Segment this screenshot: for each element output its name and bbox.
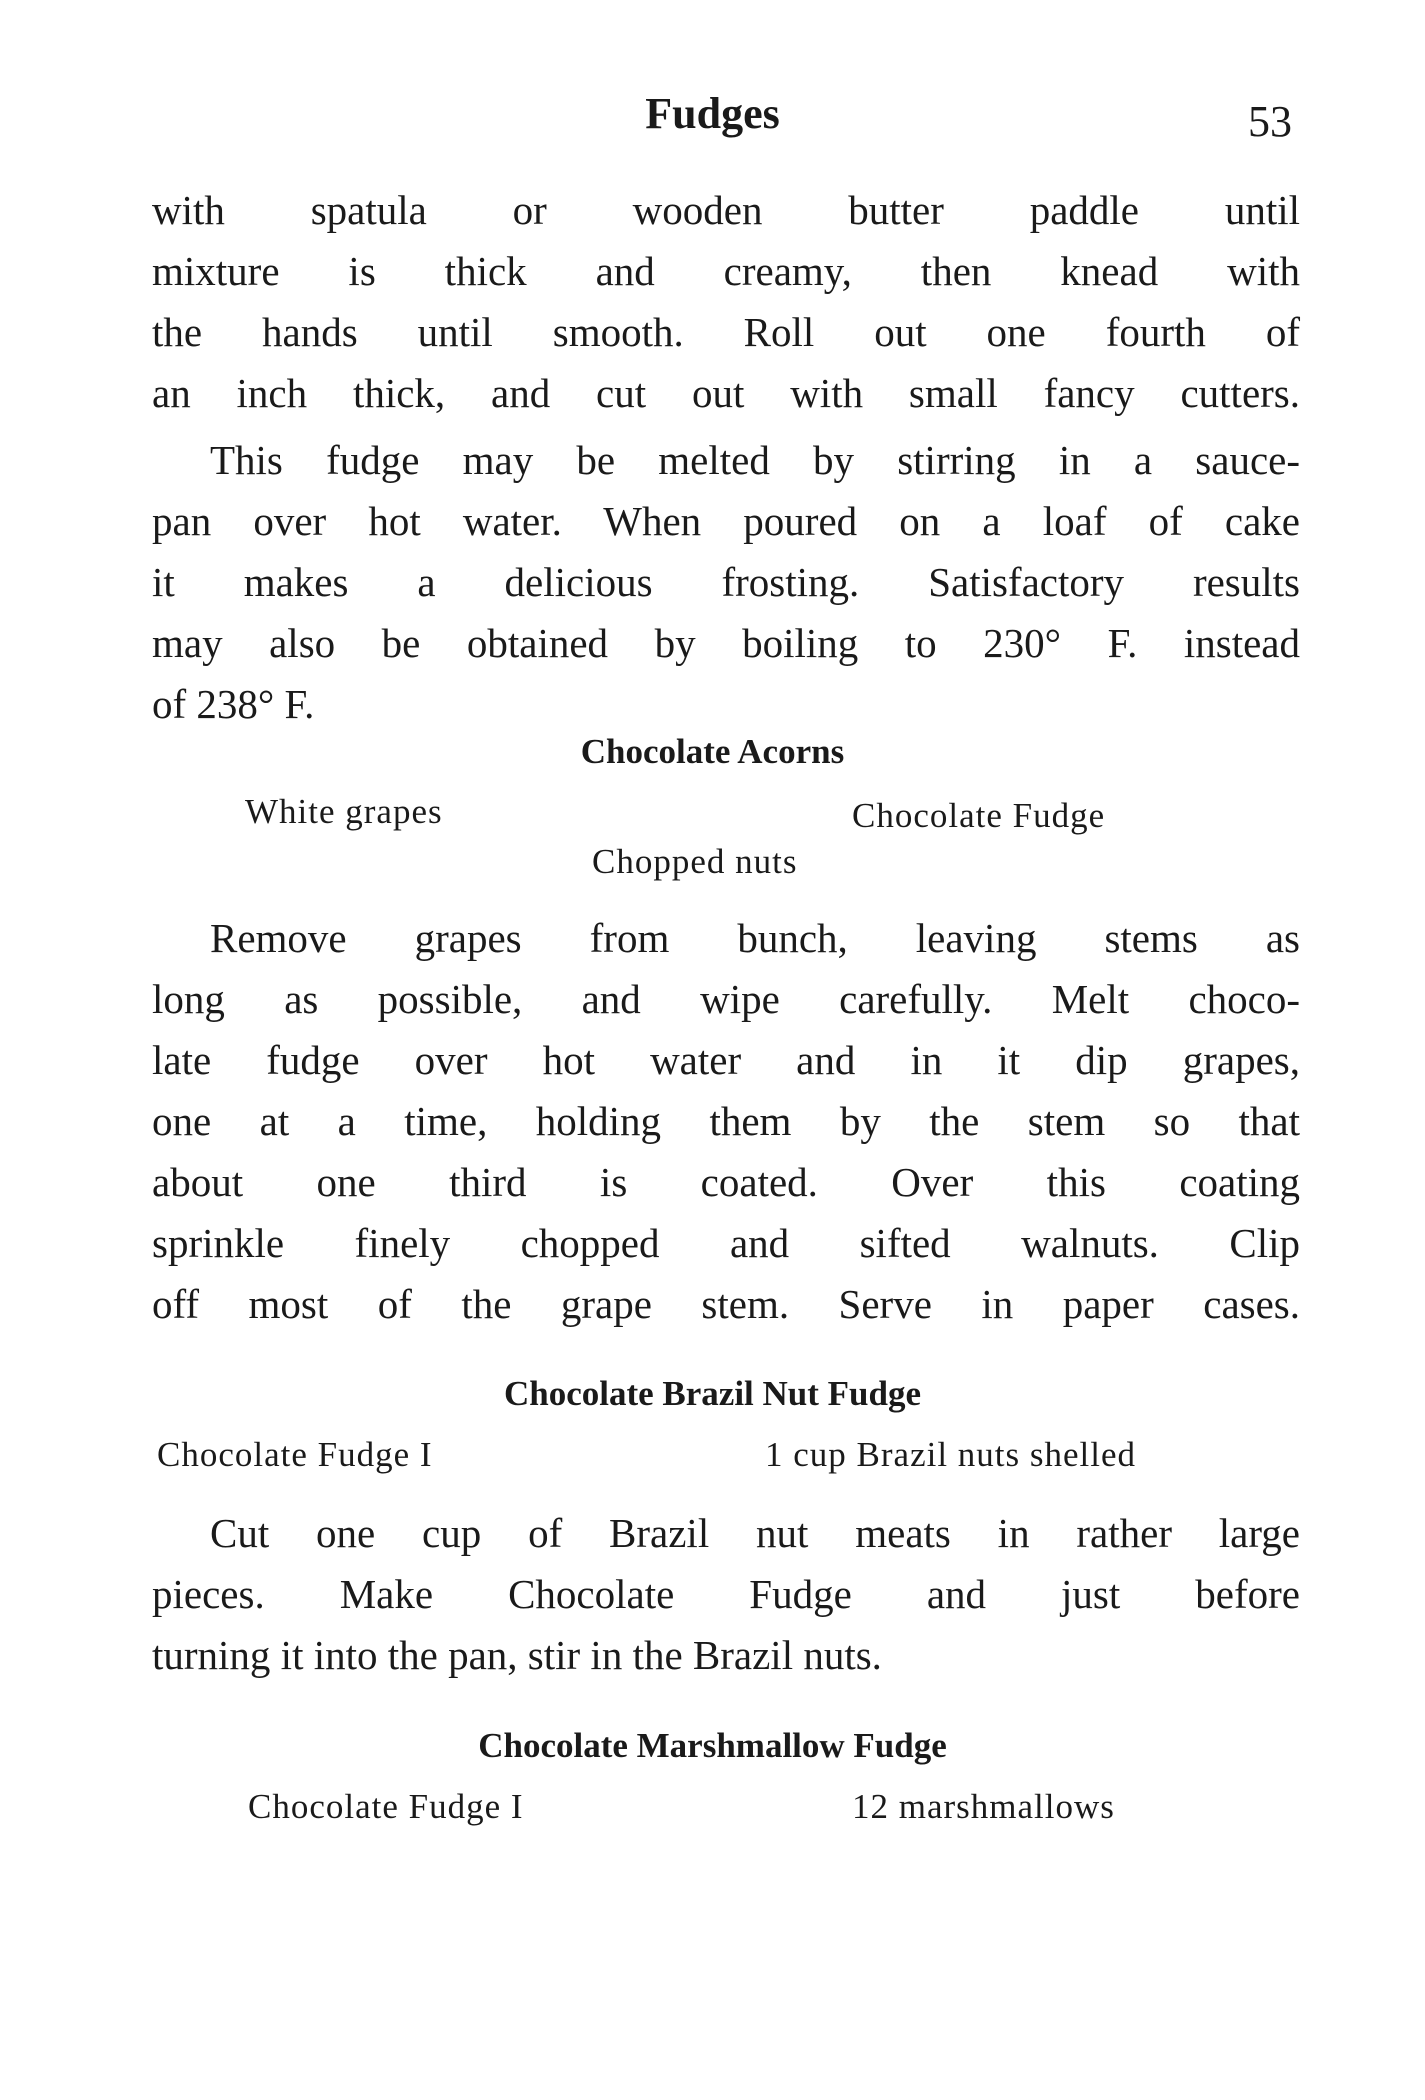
text-line: may also be obtained by boiling to 230° F. instead bbox=[152, 620, 1300, 666]
text-line: one at a time, holding them by the stem so that bbox=[152, 1098, 1300, 1144]
text-line: of 238° F. bbox=[152, 681, 315, 727]
recipe-title: Chocolate Marshmallow Fudge bbox=[478, 1726, 947, 1765]
ingredient: 12 marshmallows bbox=[852, 1787, 1115, 1826]
text-line: it makes a delicious frosting. Satisfactory results bbox=[152, 559, 1300, 605]
recipe-title: Chocolate Brazil Nut Fudge bbox=[503, 1374, 922, 1413]
text-line: off most of the grape stem. Serve in paper cases. bbox=[152, 1281, 1300, 1327]
text-line: Remove grapes from bunch, leaving stems as bbox=[210, 915, 1300, 961]
text-line: about one third is coated. Over this coating bbox=[152, 1159, 1300, 1205]
text-line: pieces. Make Chocolate Fudge and just before bbox=[152, 1571, 1300, 1617]
text-line: the hands until smooth. Roll out one fourth of bbox=[152, 309, 1300, 355]
text-line: sprinkle finely chopped and sifted walnuts. Clip bbox=[152, 1220, 1300, 1266]
text-line: an inch thick, and cut out with small fancy cutters. bbox=[152, 370, 1300, 416]
ingredient: 1 cup Brazil nuts shelled bbox=[765, 1435, 1137, 1474]
ingredient: Chocolate Fudge I bbox=[248, 1787, 524, 1826]
text-line: late fudge over hot water and in it dip grapes, bbox=[152, 1037, 1300, 1083]
text-line: with spatula or wooden butter paddle until bbox=[152, 187, 1300, 233]
ingredient: Chopped nuts bbox=[592, 842, 798, 881]
ingredient: Chocolate Fudge bbox=[852, 796, 1106, 835]
ingredient: White grapes bbox=[245, 792, 443, 831]
running-head-title: Fudges bbox=[645, 89, 780, 138]
text-line: mixture is thick and creamy, then knead with bbox=[152, 248, 1300, 294]
page-number: 53 bbox=[1248, 97, 1292, 146]
text-line: pan over hot water. When poured on a loaf of cake bbox=[152, 498, 1300, 544]
text-line: turning it into the pan, stir in the Brazil nuts. bbox=[152, 1632, 882, 1678]
recipe-title: Chocolate Acorns bbox=[580, 732, 845, 771]
text-line: This fudge may be melted by stirring in a sauce- bbox=[210, 437, 1300, 483]
text-line: Cut one cup of Brazil nut meats in rather large bbox=[210, 1510, 1300, 1556]
ingredient: Chocolate Fudge I bbox=[157, 1435, 433, 1474]
text-line: long as possible, and wipe carefully. Melt choco- bbox=[152, 976, 1300, 1022]
